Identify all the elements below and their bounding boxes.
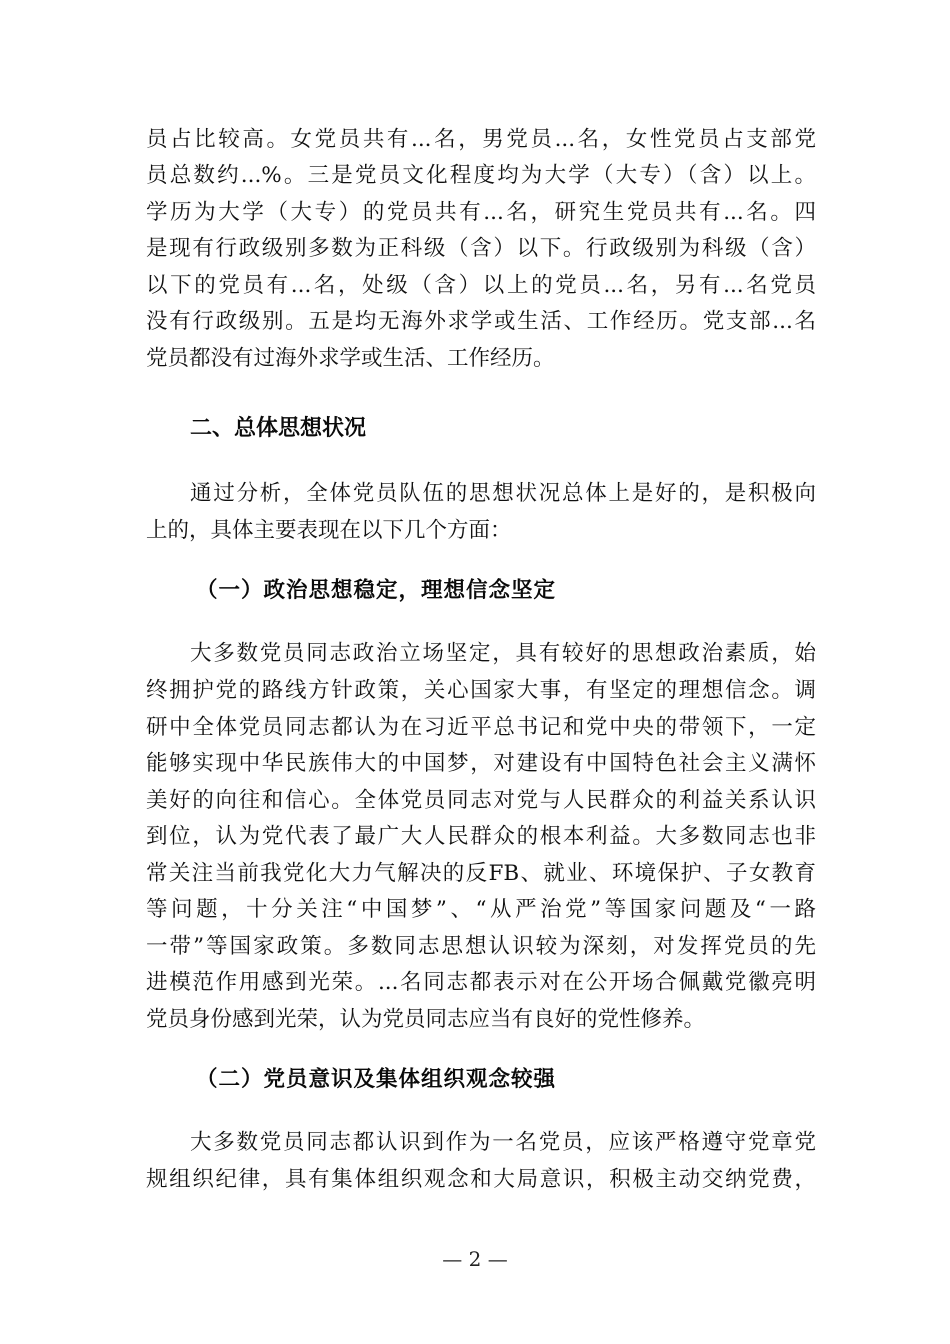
para3-line-9: 一带”等国家政策。多数同志思想认识较为深刻，对发挥党员的先 bbox=[146, 934, 816, 959]
para1-line-4: 是现有行政级别多数为正科级（含）以下。行政级别为科级（含） bbox=[146, 236, 816, 261]
para3-line-4: 能够实现中华民族伟大的中国梦，对建设有中国特色社会主义满怀 bbox=[146, 751, 816, 776]
subheading-2: （二）党员意识及集体组织观念较强 bbox=[196, 1067, 557, 1092]
para2-line-2: 上的，具体主要表现在以下几个方面： bbox=[146, 518, 512, 543]
subheading-1: （一）政治思想稳定，理想信念坚定 bbox=[196, 578, 557, 603]
para3-line-11: 党员身份感到光荣，认为党员同志应当有良好的党性修养。 bbox=[146, 1007, 706, 1032]
para1-line-3: 学历为大学（大专）的党员共有...名，研究生党员共有...名。四 bbox=[146, 200, 816, 225]
para3-line-10: 进模范作用感到光荣。...名同志都表示对在公开场合佩戴党徽亮明 bbox=[146, 970, 816, 995]
para3-line-8: 等问题，十分关注“中国梦”、“从严治党”等国家问题及“一路 bbox=[146, 897, 816, 922]
para2-line-1: 通过分析，全体党员队伍的思想状况总体上是好的，是积极向 bbox=[190, 481, 816, 506]
section-heading: 二、总体思想状况 bbox=[190, 416, 367, 441]
para1-line-1: 员占比较高。女党员共有...名，男党员...名，女性党员占支部党 bbox=[146, 127, 816, 152]
para3-line-5: 美好的向往和信心。全体党员同志对党与人民群众的利益关系认识 bbox=[146, 788, 816, 813]
para3-line-6: 到位，认为党代表了最广大人民群众的根本利益。大多数同志也非 bbox=[146, 824, 816, 849]
para3-line-2: 终拥护党的路线方针政策，关心国家大事，有坚定的理想信念。调 bbox=[146, 678, 816, 703]
para4-line-2: 规组织纪律，具有集体组织观念和大局意识，积极主动交纳党费， bbox=[146, 1167, 816, 1192]
page-number: — 2 — bbox=[442, 1247, 508, 1271]
para1-line-6: 没有行政级别。五是均无海外求学或生活、工作经历。党支部...名 bbox=[146, 309, 816, 334]
para1-line-5: 以下的党员有...名，处级（含）以上的党员...名，另有...名党员 bbox=[146, 273, 816, 298]
para1-line-2: 员总数约...%。三是党员文化程度均为大学（大专）（含）以上。 bbox=[146, 163, 816, 188]
para3-line-3: 研中全体党员同志都认为在习近平总书记和党中央的带领下，一定 bbox=[146, 715, 816, 740]
para4-line-1: 大多数党员同志都认识到作为一名党员，应该严格遵守党章党 bbox=[190, 1130, 816, 1155]
para1-line-7: 党员都没有过海外求学或生活、工作经历。 bbox=[146, 346, 555, 371]
para3-line-1: 大多数党员同志政治立场坚定，具有较好的思想政治素质，始 bbox=[190, 641, 816, 666]
para3-line-7: 常关注当前我党化大力气解决的反FB、就业、环境保护、子女教育 bbox=[146, 861, 816, 886]
